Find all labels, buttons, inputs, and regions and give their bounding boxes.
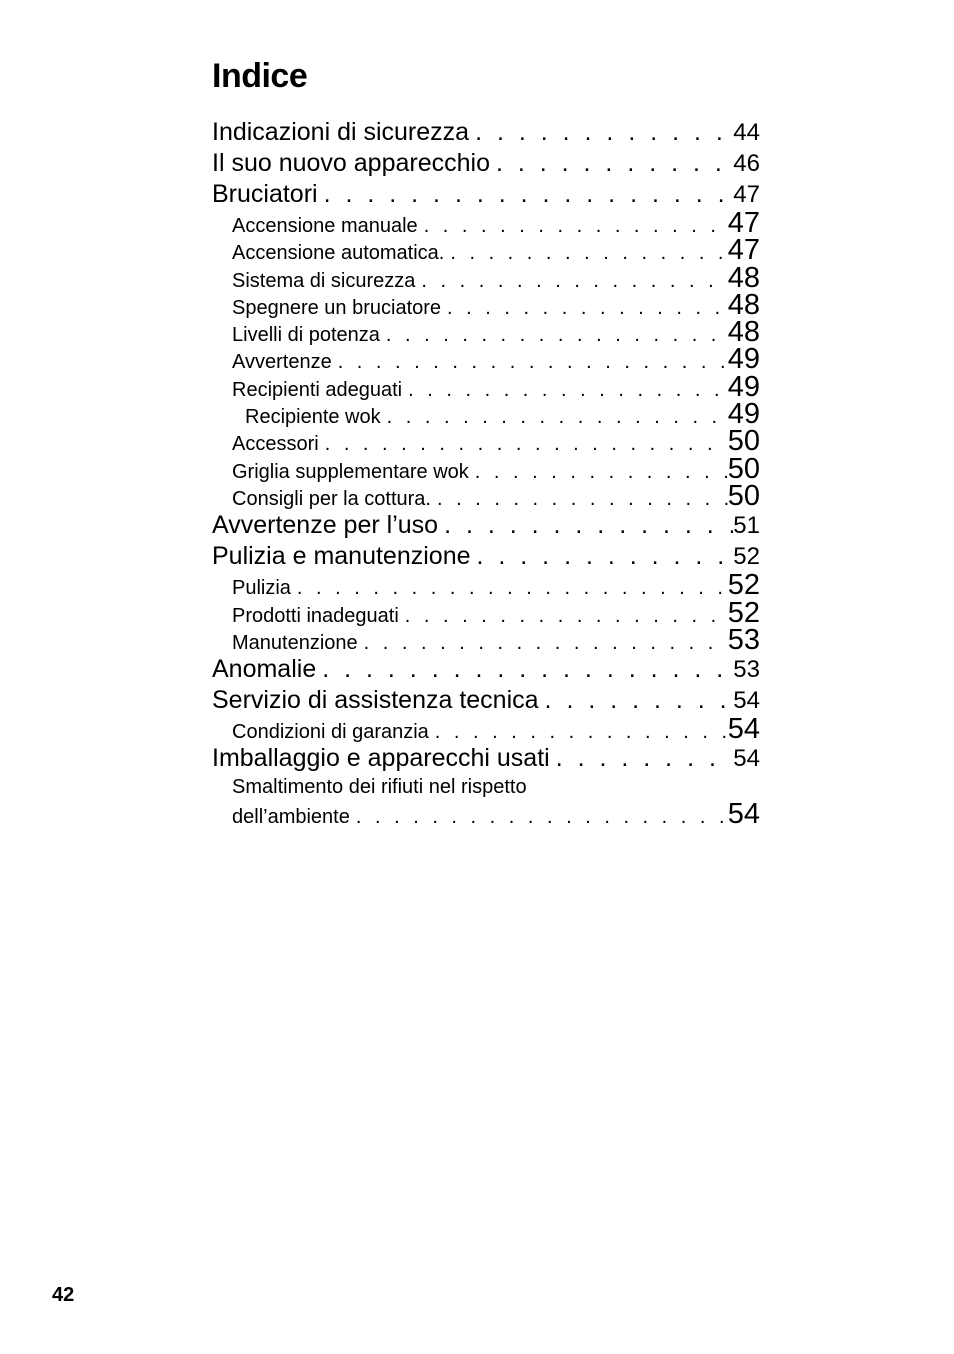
toc-entry-page: 54 [727,798,760,831]
dot-leader [441,295,728,322]
toc-entry[interactable] [212,425,760,458]
toc-entry[interactable] [212,117,760,148]
toc-entry[interactable] [212,179,760,210]
toc-entry[interactable] [212,623,760,656]
toc-entry-page: 50 [727,425,760,458]
toc-entry[interactable] [212,288,760,321]
toc-entry[interactable] [212,510,760,541]
toc-entry-label: Sistema di sicurezza [232,269,416,292]
page-title: Indice [212,57,308,95]
dot-leader [471,541,734,572]
dot-leader [490,148,733,179]
toc-entry-label: Consigli per la cottura. [232,487,431,510]
toc-entry[interactable] [212,234,760,267]
toc-entry-page: 48 [727,316,760,349]
toc-entry-label: dell’ambiente [232,806,350,829]
toc-entry-page: 48 [727,288,760,321]
toc-entry[interactable] [212,148,760,179]
toc-entry-label: Griglia supplementare wok [232,460,469,483]
toc-entry-label: Pulizia e manutenzione [212,542,471,571]
toc-entry[interactable] [212,743,760,774]
toc-entry-page: 54 [727,713,760,746]
dot-leader [291,575,728,602]
toc-entry-page: 47 [727,234,760,267]
toc-entry[interactable] [212,654,760,685]
toc-entry-label-line: Smaltimento dei rifiuti nel rispetto [232,776,527,799]
dot-leader [415,268,727,295]
toc-entry[interactable] [212,261,760,294]
toc-entry-label: Accensione automatica. [232,242,445,265]
dot-leader [469,459,728,486]
dot-leader [381,404,728,431]
toc-entry-label: Accensione manuale [232,215,418,237]
table-of-contents [212,117,760,829]
toc-entry-page: 54 [733,687,760,715]
toc-entry[interactable] [212,343,760,376]
toc-entry-page: 51 [733,512,760,540]
toc-entry[interactable] [212,316,760,349]
toc-entry-label: Livelli di potenza [232,324,380,347]
toc-entry-label: Servizio di assistenza tecnica [212,686,539,715]
toc-entry-label: Anomalie [212,655,317,684]
dot-leader [332,349,728,376]
dot-leader [350,804,728,831]
toc-entry-label: Prodotti inadeguati [232,604,399,627]
dot-leader [444,240,727,267]
toc-entry-page: 54 [733,745,760,773]
toc-entry-label: Recipiente wok [245,406,381,429]
toc-entry-page: 52 [727,569,760,602]
toc-entry-page: 49 [727,343,760,376]
toc-entry-page: 47 [733,181,760,208]
dot-leader [431,486,728,513]
toc-entry[interactable] [212,685,760,716]
toc-entry[interactable] [212,370,760,403]
toc-entry-label: Bruciatori [212,180,318,208]
toc-entry-page: 50 [727,479,760,512]
toc-entry-page: 50 [727,452,760,485]
toc-entry-label: Recipienti adeguati [232,378,403,401]
toc-entry-label: Avvertenze per l’uso [212,511,439,540]
toc-entry-label: Imballaggio e apparecchi usati [212,744,550,773]
toc-entry-page: 49 [727,398,760,431]
dot-leader [539,685,734,716]
toc-entry-page: 53 [727,623,760,656]
dot-leader [319,431,728,458]
toc-entry-label: Il suo nuovo apparecchio [212,149,490,177]
toc-entry[interactable] [212,479,760,512]
toc-entry-label: Condizioni di garanzia [232,721,429,744]
dot-leader [550,743,734,774]
toc-entry-label: Avvertenze [232,351,332,374]
toc-entry-page: 52 [733,543,760,571]
toc-entry[interactable] [212,798,760,831]
toc-entry[interactable] [212,398,760,431]
toc-entry-page: 49 [727,370,760,403]
dot-leader [316,654,733,685]
toc-entry-label: Spegnere un bruciatore [232,296,442,319]
toc-entry[interactable] [212,569,760,602]
dot-leader [318,179,734,210]
toc-entry-page: 48 [727,261,760,294]
page-number: 42 [52,1284,75,1306]
toc-entry-page: 44 [733,119,760,146]
dot-leader [418,213,728,240]
toc-entry-label: Pulizia [232,577,291,600]
toc-entry[interactable] [212,596,760,629]
toc-entry[interactable] [212,541,760,572]
toc-entry-page: 47 [727,207,760,239]
toc-entry[interactable] [212,452,760,485]
dot-leader [358,630,728,657]
toc-entry[interactable] [212,713,760,746]
dot-leader [399,603,728,630]
toc-entry-page: 46 [733,150,760,177]
dot-leader [429,719,728,746]
toc-entry-page: 52 [727,596,760,629]
dot-leader [469,117,733,148]
dot-leader [438,510,733,541]
dot-leader [380,322,728,349]
toc-entry[interactable] [212,207,760,239]
toc-entry-label: Accessori [232,433,319,456]
toc-entry-page: 53 [733,656,760,684]
dot-leader [402,377,728,404]
toc-entry-label: Manutenzione [232,631,358,654]
toc-entry-label: Indicazioni di sicurezza [212,118,470,146]
